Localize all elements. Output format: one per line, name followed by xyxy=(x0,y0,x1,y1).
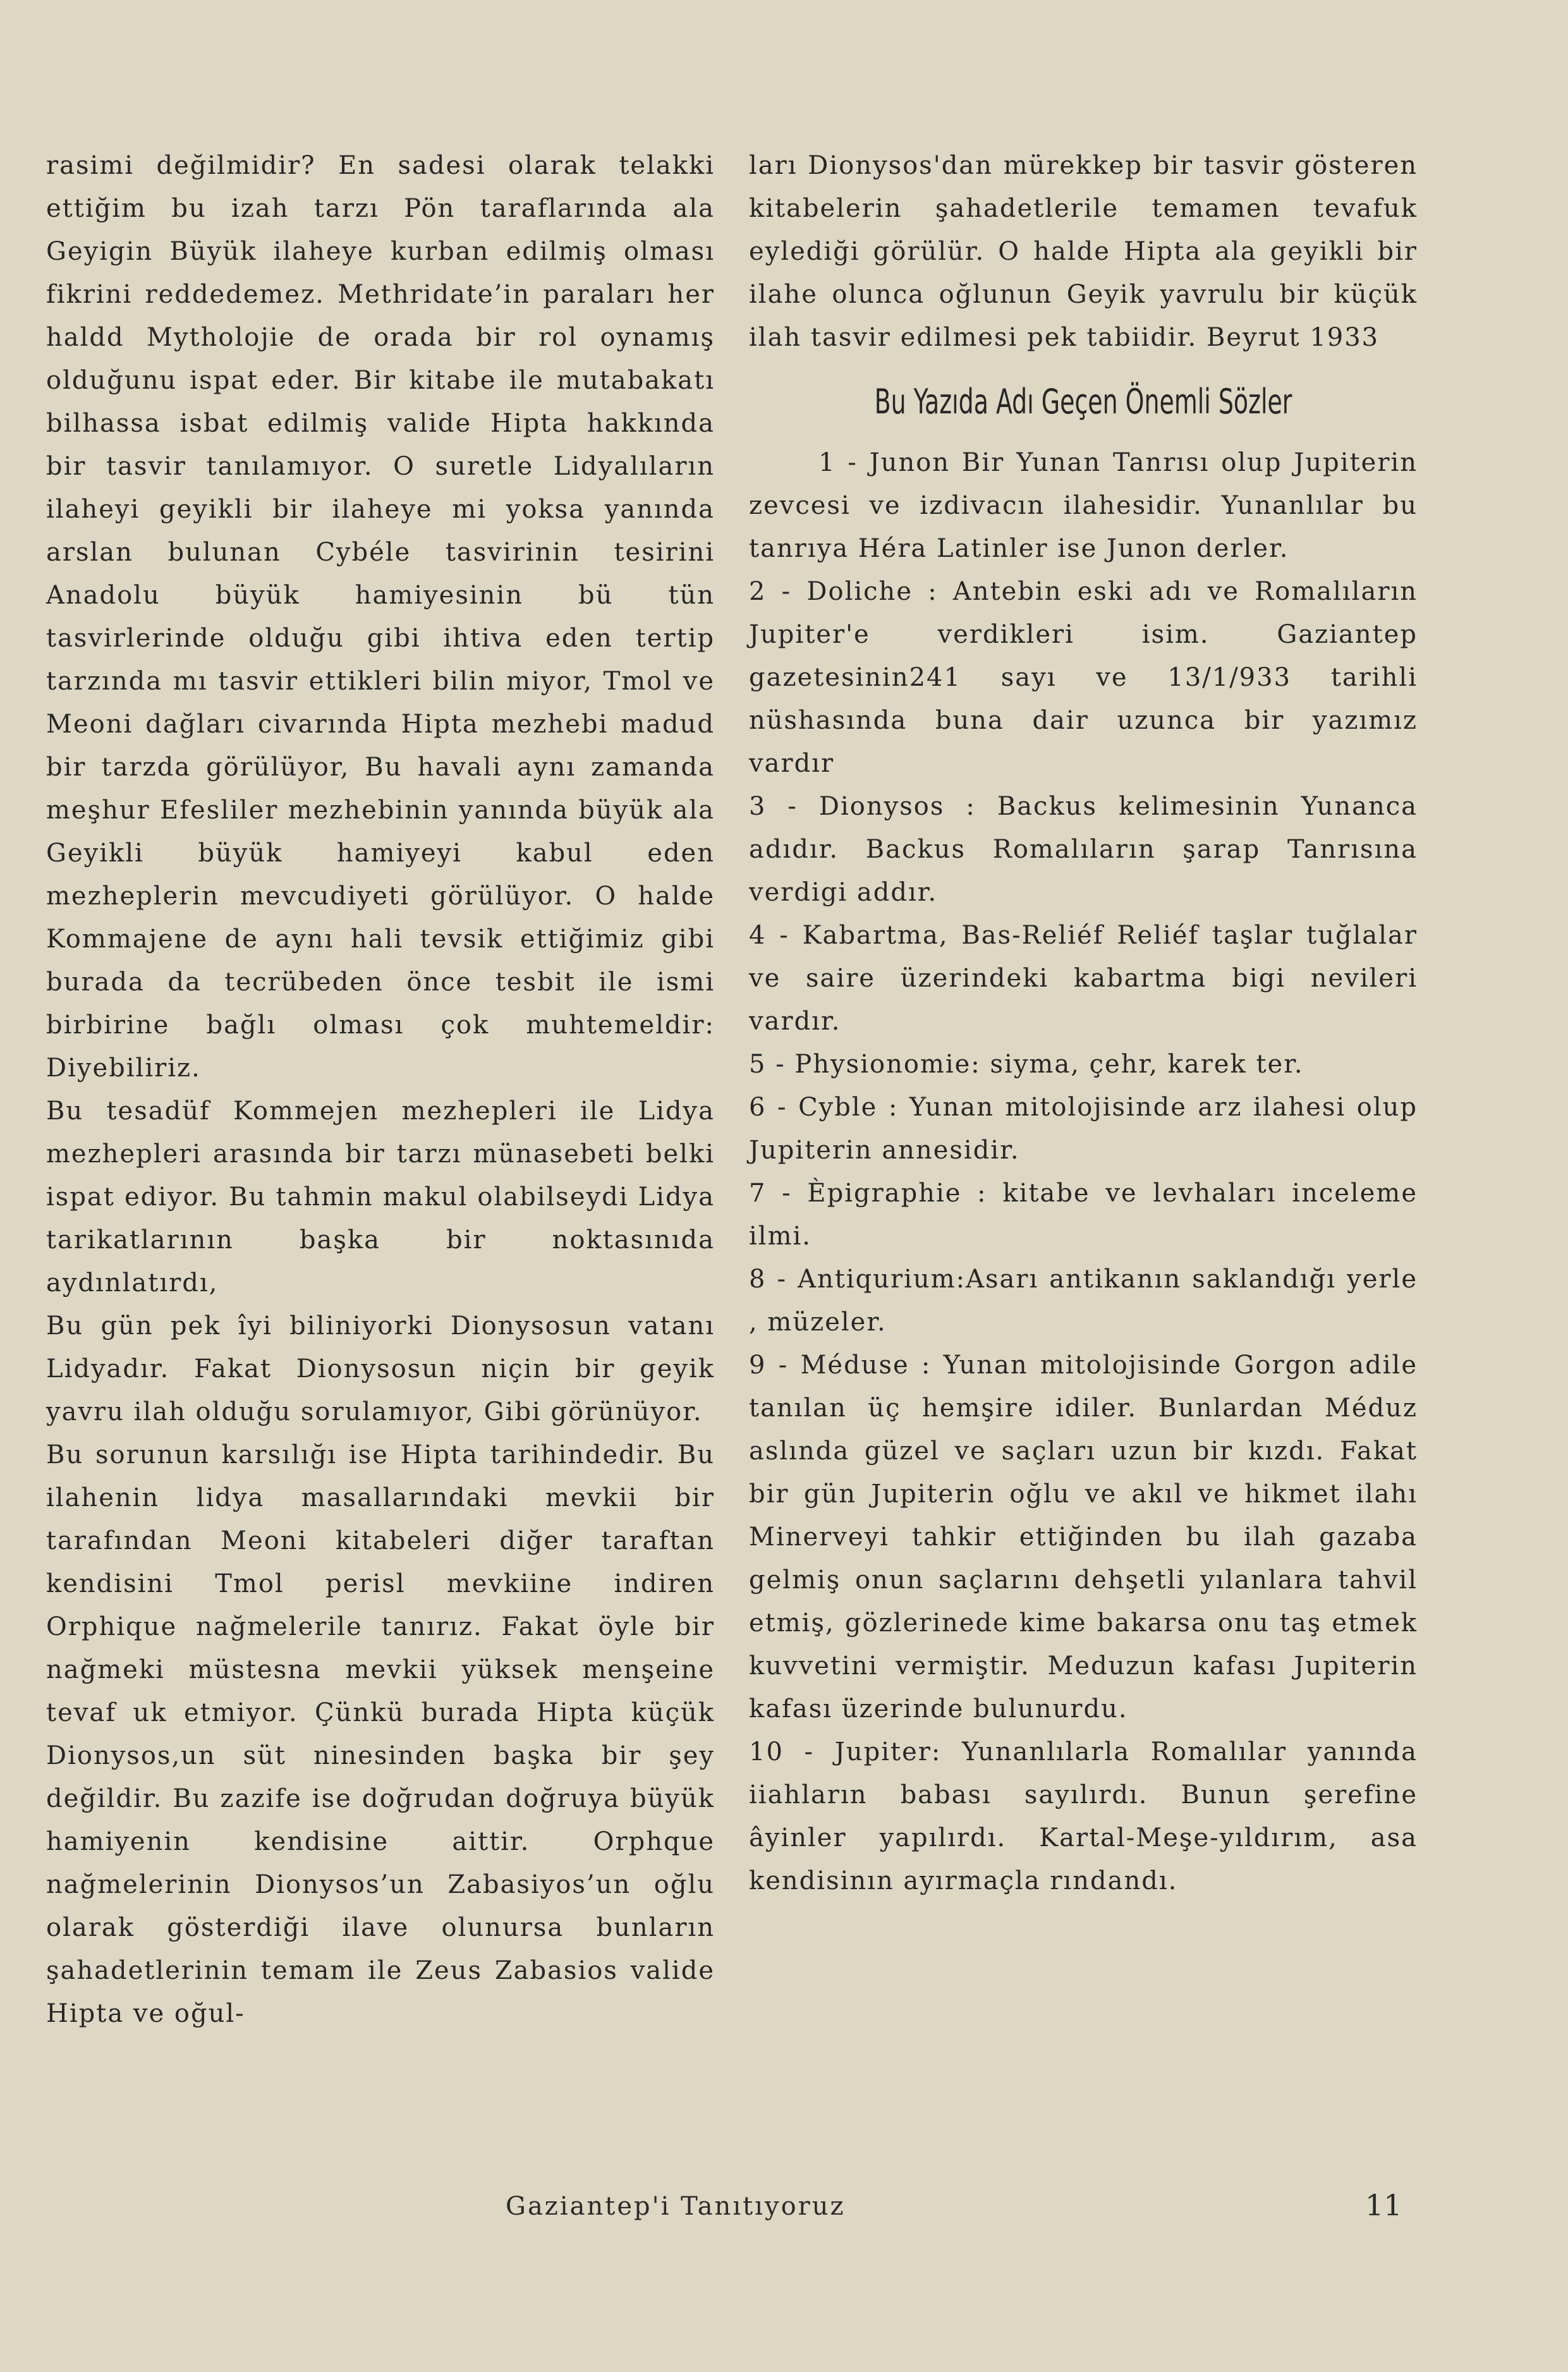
glossary-item: 5 - Physionomie: siyma, çehr, karek ter. xyxy=(749,1050,1304,1079)
glossary-item: 7 - Èpigraphie : kitabe ve levhaları inceleme ilmi. xyxy=(749,1179,1418,1251)
paragraph: ları Dionysos'dan mürekkep bir tasvir gösteren kitabelerin şahadetlerile temamen tevafuk eylediği görülür. O halde Hipta ala geyikli bir ilahe olunca oğlunun Geyik yavrulu bir küçük ilah tasvir edilmesi pek tabiidir. Beyrut 1933 xyxy=(749,151,1418,352)
glossary-item: 3 - Dionysos : Backus kelimesinin Yunanca adıdır. Backus Romalıların şarap Tanrısına verdigi addır. xyxy=(749,792,1418,907)
paragraph: Bu gün pek îyi biliniyorki Dionysosun vatanı Lidyadır. Fakat Dionysosun niçin bir geyik yavru ilah olduğu sorulamıyor, Gibi görünüyor. xyxy=(46,1311,715,1426)
paragraph: Bu sorunun karsılığı ise Hipta tarihindedir. Bu ilahenin lidya masallarındaki mevkii bir tarafından Meoni kitabeleri diğer taraftan kendisini Tmol perisl mevkiine indiren Orphique nağmelerile tanırız. Fakat öyle bir nağmeki müstesna mevkii yüksek menşeine tevaf uk etmiyor. Çünkü burada Hipta küçük Dionysos,un süt ninesinden başka bir şey değildir. Bu zazife ise doğrudan doğruya büyük hamiyenin kendisine aittir. Orphque nağmelerinin Dionysos’un Zabasiyos’un oğlu olarak gösterdiği ilave olunursa bunların şahadetlerinin temam ile Zeus Zabasios valide Hipta ve oğul- xyxy=(46,1440,715,2028)
glossary-item: 6 - Cyble : Yunan mitolojisinde arz ilahesi olup Jupiterin annesidir. xyxy=(749,1093,1418,1165)
glossary-heading: Bu Yazıda Adı Geçen Önemli Sözler xyxy=(874,382,1292,422)
page-number: 11 xyxy=(1365,2188,1402,2222)
paragraph: Bu tesadüf Kommejen mezhepleri ile Lidya mezhepleri arasında bir tarzı münasebeti belki ispat ediyor. Bu tahmin makul olabilseydi Lidya tarikatlarının başka bir noktasınıda aydınlatırdı, xyxy=(46,1097,715,1298)
right-column xyxy=(749,144,1418,1902)
glossary-item: 9 - Méduse : Yunan mitolojisinde Gorgon adile tanılan üç hemşire idiler. Bunlardan Méduz aslında güzel ve saçları uzun bir kızdı. Fakat bir gün Jupiterin oğlu ve akıl ve hikmet ilahı Minerveyi tahkir ettiğinden bu ilah gazaba gelmiş onun saçlarını dehşetli yılanlara tahvil etmiş, gözlerinede kime bakarsa onu taş etmek kuvvetini vermiştir. Meduzun kafası Jupiterin kafası üzerinde bulunurdu. xyxy=(749,1351,1418,1724)
left-column xyxy=(46,144,715,2035)
paragraph: rasimi değilmidir? En sadesi olarak telakki ettiğim bu izah tarzı Pön taraflarında ala Geyigin Büyük ilaheye kurban edilmiş olması fikrini reddedemez. Methridate’in paraları her haldd Mytholojie de orada bir rol oynamış olduğunu ispat eder. Bir kitabe ile mutabakatı bilhassa isbat edilmiş valide Hipta hakkında bir tasvir tanılamıyor. O suretle Lidyalıların ilaheyi geyikli bir ilaheye mi yoksa yanında arslan bulunan Cybéle tasvirinin tesirini Anadolu büyük hamiyesinin bü tün tasvirlerinde olduğu gibi ihtiva eden tertip tarzında mı tasvir ettikleri bilin miyor, Tmol ve Meoni dağları civarında Hipta mezhebi madud bir tarzda görülüyor, Bu havali aynı zamanda meşhur Efesliler mezhebinin yanında büyük ala Geyikli büyük hamiyeyi kabul eden mezheplerin mevcudiyeti görülüyor. O halde Kommajene de aynı hali tevsik ettiğimiz gibi burada da tecrübeden önce tesbit ile ismi birbirine bağlı olması çok muhtemeldir: Diyebiliriz. xyxy=(46,151,715,1083)
glossary-item: 2 - Doliche : Antebin eski adı ve Romalıların Jupiter'e verdikleri isim. Gaziantep gazetesinin241 sayı ve 13/1/933 tarihli nüshasında buna dair uzunca bir yazımız vardır xyxy=(749,577,1418,778)
glossary-item: 4 - Kabartma, Bas-Reliéf Reliéf taşlar tuğlalar ve saire üzerindeki kabartma bigi nevileri vardır. xyxy=(749,921,1418,1036)
glossary-item: 1 - Junon Bir Yunan Tanrısı olup Jupiterin zevcesi ve izdivacın ilahesidir. Yunanlılar bu tanrıya Héra Latinler ise Junon derler. xyxy=(749,448,1418,563)
glossary-item: 8 - Antiqurium:Asarı antikanın saklandığı yerle , müzeler. xyxy=(749,1265,1418,1337)
glossary-item: 10 - Jupiter: Yunanlılarla Romalılar yanında iiahların babası sayılırdı. Bunun şerefine âyinler yapılırdı. Kartal-Meşe-yıldırım, asa kendisinın ayırmaçla rındandı. xyxy=(749,1737,1418,1895)
page-footer: Gaziantep'i Tanıtıyoruz xyxy=(506,2192,846,2221)
